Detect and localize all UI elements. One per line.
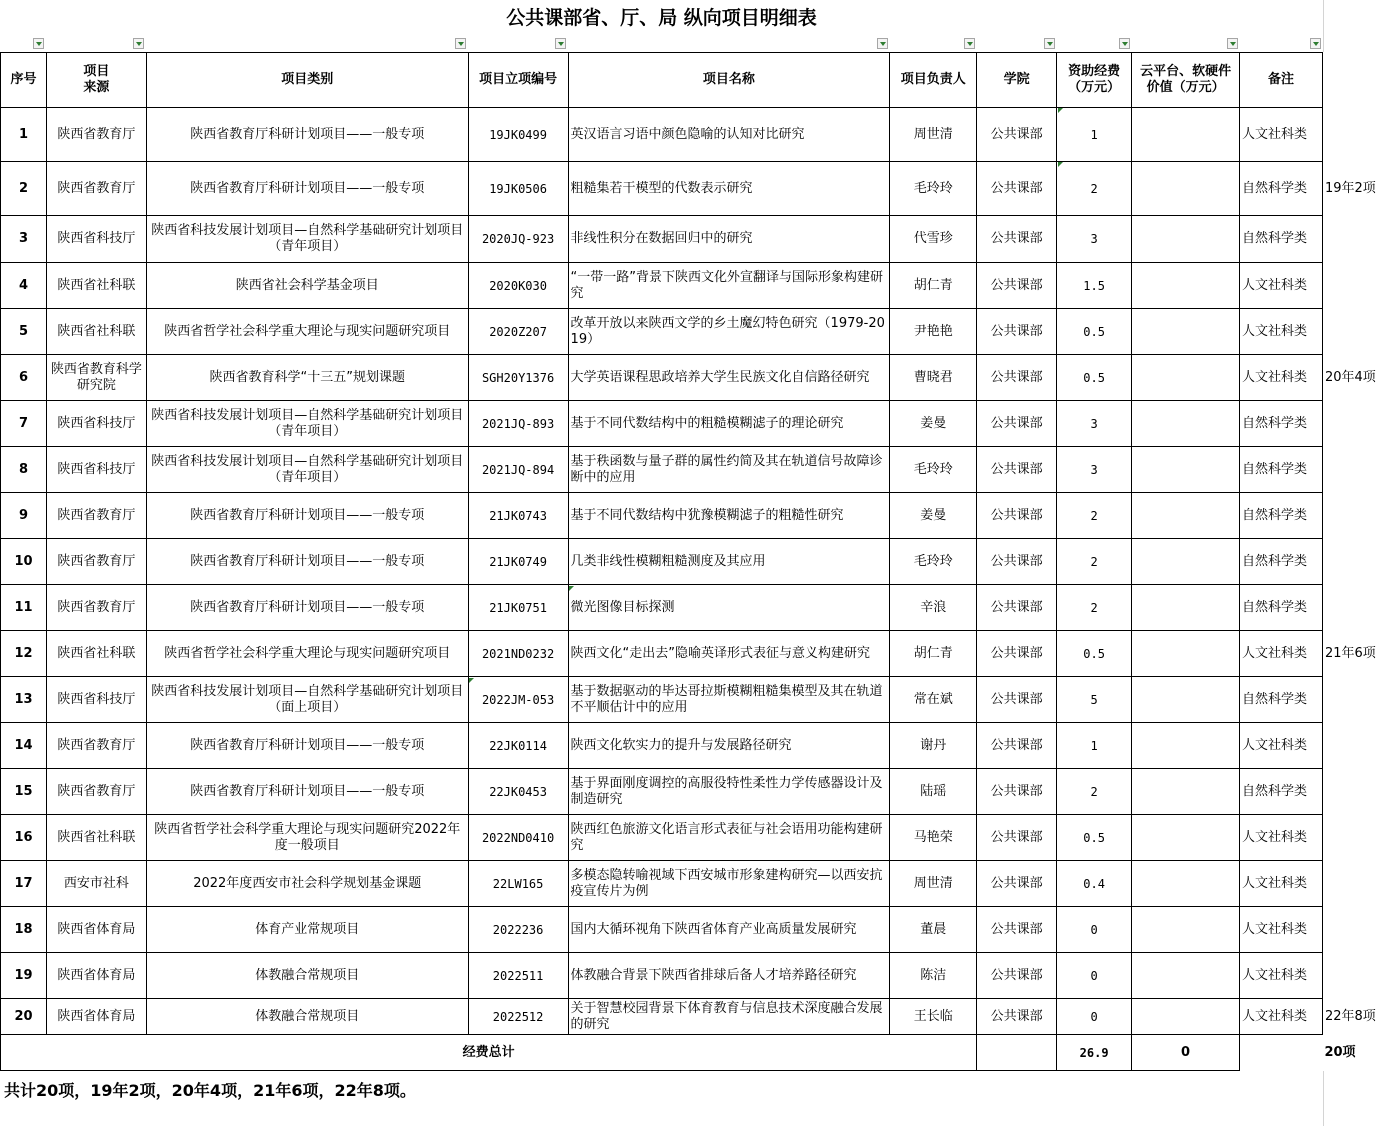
filter-dropdown-icon[interactable] [964, 38, 975, 49]
cell-leader[interactable]: 尹艳艳 [890, 309, 977, 355]
cell-value[interactable] [1132, 162, 1240, 216]
cell-category[interactable]: 陕西省教育厅科研计划项目——一般专项 [146, 585, 468, 631]
cell-fund[interactable]: 0.5 [1057, 815, 1132, 861]
side-note[interactable] [1322, 447, 1395, 493]
cell-category[interactable]: 陕西省哲学社会科学重大理论与现实问题研究项目 [146, 631, 468, 677]
cell-category[interactable]: 陕西省哲学社会科学重大理论与现实问题研究项目 [146, 309, 468, 355]
cell-value[interactable] [1132, 263, 1240, 309]
total-row [1, 1035, 1396, 1071]
cell-code[interactable]: 2022ND0410 [468, 815, 568, 861]
cell-remark[interactable]: 自然科学类 [1240, 769, 1323, 815]
cell-value[interactable] [1132, 216, 1240, 263]
cell-source[interactable]: 陕西省教育厅 [46, 162, 146, 216]
cell-value[interactable] [1132, 999, 1240, 1035]
side-note[interactable] [1322, 677, 1395, 723]
cell-code[interactable]: 2022236 [468, 907, 568, 953]
cell-source[interactable]: 陕西省体育局 [46, 999, 146, 1035]
cell-source[interactable]: 陕西省社科联 [46, 815, 146, 861]
cell-fund[interactable]: 3 [1057, 216, 1132, 263]
cell-category[interactable]: 陕西省哲学社会科学重大理论与现实问题研究2022年度一般项目 [146, 815, 468, 861]
cell-fund[interactable]: 1 [1057, 108, 1132, 162]
cell-name[interactable]: 多模态隐转喻视域下西安城市形象建构研究—以西安抗疫宣传片为例 [568, 861, 890, 907]
side-note-cell[interactable] [1322, 53, 1395, 108]
cell-fund[interactable]: 1 [1057, 723, 1132, 769]
cell-college[interactable]: 公共课部 [977, 631, 1057, 677]
table-row [1, 631, 1396, 677]
table-row [1, 677, 1396, 723]
cell-category[interactable]: 体教融合常规项目 [146, 953, 468, 999]
cell-college[interactable]: 公共课部 [977, 539, 1057, 585]
cell-category[interactable]: 陕西省教育厅科研计划项目——一般专项 [146, 162, 468, 216]
cell-remark[interactable]: 自然科学类 [1240, 677, 1323, 723]
cell-value[interactable] [1132, 861, 1240, 907]
table-row [1, 861, 1396, 907]
cell-source[interactable]: 陕西省科技厅 [46, 216, 146, 263]
header-leader[interactable]: 项目负责人 [890, 53, 977, 108]
cell-category[interactable]: 2022年度西安市社会科学规划基金课题 [146, 861, 468, 907]
cell-no[interactable]: 7 [1, 401, 47, 447]
cell-source[interactable]: 陕西省科技厅 [46, 447, 146, 493]
cell-source[interactable]: 陕西省科技厅 [46, 677, 146, 723]
table-row [1, 309, 1396, 355]
table-row [1, 216, 1396, 263]
cell-category[interactable]: 陕西省教育厅科研计划项目——一般专项 [146, 493, 468, 539]
cell-fund[interactable]: 0.4 [1057, 861, 1132, 907]
header-row [1, 53, 1396, 108]
total-college-cell[interactable] [977, 1035, 1057, 1071]
cell-code[interactable]: 22JK0453 [468, 769, 568, 815]
cell-leader[interactable]: 毛玲玲 [890, 539, 977, 585]
cell-college[interactable]: 公共课部 [977, 216, 1057, 263]
cell-code[interactable]: 19JK0506 [468, 162, 568, 216]
cell-fund[interactable]: 0.5 [1057, 355, 1132, 401]
table-row [1, 355, 1396, 401]
cell-remark[interactable]: 自然科学类 [1240, 493, 1323, 539]
header-value[interactable]: 云平台、软硬件价值（万元） [1132, 53, 1240, 108]
side-note[interactable] [1322, 815, 1395, 861]
side-note[interactable] [1322, 216, 1395, 263]
cell-name[interactable]: 陕西文化软实力的提升与发展路径研究 [568, 723, 890, 769]
cell-name[interactable]: 粗糙集若干模型的代数表示研究 [568, 162, 890, 216]
cell-name[interactable]: 几类非线性模糊粗糙测度及其应用 [568, 539, 890, 585]
cell-no[interactable]: 4 [1, 263, 47, 309]
cell-no[interactable]: 13 [1, 677, 47, 723]
cell-leader[interactable]: 王长临 [890, 999, 977, 1035]
cell-no[interactable]: 8 [1, 447, 47, 493]
header-college[interactable]: 学院 [977, 53, 1057, 108]
cell-remark[interactable]: 人文社科类 [1240, 355, 1323, 401]
cell-remark[interactable]: 自然科学类 [1240, 216, 1323, 263]
cell-leader[interactable]: 陈洁 [890, 953, 977, 999]
cell-category[interactable]: 陕西省教育科学“十三五”规划课题 [146, 355, 468, 401]
cell-fund[interactable]: 2 [1057, 585, 1132, 631]
cell-fund[interactable]: 0 [1057, 953, 1132, 999]
cell-college[interactable]: 公共课部 [977, 907, 1057, 953]
cell-fund[interactable]: 0 [1057, 999, 1132, 1035]
header-name[interactable]: 项目名称 [568, 53, 890, 108]
cell-source[interactable]: 陕西省教育厅 [46, 108, 146, 162]
cell-category[interactable]: 陕西省科技发展计划项目—自然科学基础研究计划项目（青年项目） [146, 401, 468, 447]
cell-remark[interactable]: 人文社科类 [1240, 108, 1323, 162]
table-row [1, 401, 1396, 447]
cell-college[interactable]: 公共课部 [977, 309, 1057, 355]
cell-no[interactable]: 10 [1, 539, 47, 585]
cell-code[interactable]: 2022JM-053 [468, 677, 568, 723]
cell-college[interactable]: 公共课部 [977, 953, 1057, 999]
cell-source[interactable]: 陕西省体育局 [46, 907, 146, 953]
cell-value[interactable] [1132, 585, 1240, 631]
header-remark[interactable]: 备注 [1240, 53, 1323, 108]
cell-no[interactable]: 3 [1, 216, 47, 263]
side-note[interactable] [1322, 401, 1395, 447]
cell-no[interactable]: 20 [1, 999, 47, 1035]
cell-leader[interactable]: 谢丹 [890, 723, 977, 769]
cell-value[interactable] [1132, 631, 1240, 677]
cell-leader[interactable]: 周世清 [890, 861, 977, 907]
cell-category[interactable]: 陕西省教育厅科研计划项目——一般专项 [146, 108, 468, 162]
cell-leader[interactable]: 毛玲玲 [890, 447, 977, 493]
side-note[interactable] [1322, 769, 1395, 815]
cell-no[interactable]: 11 [1, 585, 47, 631]
cell-college[interactable]: 公共课部 [977, 999, 1057, 1035]
table-row [1, 723, 1396, 769]
cell-value[interactable] [1132, 815, 1240, 861]
cell-code[interactable]: 22JK0114 [468, 723, 568, 769]
cell-code[interactable]: 2020Z207 [468, 309, 568, 355]
total-fund[interactable]: 26.9 [1057, 1035, 1132, 1071]
cell-college[interactable]: 公共课部 [977, 108, 1057, 162]
cell-remark[interactable]: 自然科学类 [1240, 401, 1323, 447]
cell-leader[interactable]: 毛玲玲 [890, 162, 977, 216]
cell-no[interactable]: 5 [1, 309, 47, 355]
cell-leader[interactable]: 辛浪 [890, 585, 977, 631]
cell-college[interactable]: 公共课部 [977, 769, 1057, 815]
cell-code[interactable]: SGH20Y1376 [468, 355, 568, 401]
cell-fund[interactable]: 1.5 [1057, 263, 1132, 309]
cell-category[interactable]: 陕西省教育厅科研计划项目——一般专项 [146, 539, 468, 585]
cell-fund[interactable]: 3 [1057, 401, 1132, 447]
cell-code[interactable]: 19JK0499 [468, 108, 568, 162]
cell-source[interactable]: 陕西省教育厅 [46, 769, 146, 815]
cell-college[interactable]: 公共课部 [977, 677, 1057, 723]
side-note[interactable] [1322, 263, 1395, 309]
cell-fund[interactable]: 3 [1057, 447, 1132, 493]
side-note[interactable] [1322, 953, 1395, 999]
cell-name[interactable]: 基于不同代数结构中犹豫模糊滤子的粗糙性研究 [568, 493, 890, 539]
cell-leader[interactable]: 曹晓君 [890, 355, 977, 401]
cell-no[interactable]: 1 [1, 108, 47, 162]
cell-source[interactable]: 陕西省教育厅 [46, 493, 146, 539]
cell-value[interactable] [1132, 447, 1240, 493]
cell-college[interactable]: 公共课部 [977, 815, 1057, 861]
cell-name[interactable]: 国内大循环视角下陕西省体育产业高质量发展研究 [568, 907, 890, 953]
table-row [1, 585, 1396, 631]
side-note[interactable] [1322, 907, 1395, 953]
cell-no[interactable]: 14 [1, 723, 47, 769]
comment-marker-icon [1058, 162, 1063, 167]
cell-category[interactable]: 陕西省社会科学基金项目 [146, 263, 468, 309]
cell-no[interactable]: 19 [1, 953, 47, 999]
cell-fund[interactable]: 5 [1057, 677, 1132, 723]
comment-marker-icon [569, 586, 574, 591]
cell-code[interactable]: 2020K030 [468, 263, 568, 309]
cell-no[interactable]: 17 [1, 861, 47, 907]
cell-value[interactable] [1132, 493, 1240, 539]
cell-remark[interactable]: 人文社科类 [1240, 999, 1323, 1035]
cell-code[interactable]: 21JK0751 [468, 585, 568, 631]
cell-name[interactable]: 英汉语言习语中颜色隐喻的认知对比研究 [568, 108, 890, 162]
table-row [1, 769, 1396, 815]
filter-dropdown-icon[interactable] [877, 38, 888, 49]
filter-dropdown-icon[interactable] [33, 38, 44, 49]
cell-college[interactable]: 公共课部 [977, 723, 1057, 769]
cell-college[interactable]: 公共课部 [977, 355, 1057, 401]
cell-college[interactable]: 公共课部 [977, 585, 1057, 631]
cell-source[interactable]: 陕西省教育厅 [46, 539, 146, 585]
total-value[interactable]: 0 [1132, 1035, 1240, 1071]
cell-name[interactable]: 陕西红色旅游文化语言形式表征与社会语用功能构建研究 [568, 815, 890, 861]
filter-dropdown-icon[interactable] [133, 38, 144, 49]
table-row [1, 953, 1396, 999]
table-row [1, 999, 1396, 1035]
cell-fund[interactable]: 0 [1057, 907, 1132, 953]
cell-college[interactable]: 公共课部 [977, 493, 1057, 539]
side-note[interactable] [1322, 108, 1395, 162]
cell-no[interactable]: 9 [1, 493, 47, 539]
cell-leader[interactable]: 胡仁青 [890, 263, 977, 309]
cell-college[interactable]: 公共课部 [977, 401, 1057, 447]
filter-dropdown-icon[interactable] [1044, 38, 1055, 49]
header-category[interactable]: 项目类别 [146, 53, 468, 108]
cell-value[interactable] [1132, 907, 1240, 953]
cell-no[interactable]: 15 [1, 769, 47, 815]
cell-no[interactable]: 18 [1, 907, 47, 953]
cell-source[interactable]: 陕西省社科联 [46, 263, 146, 309]
cell-college[interactable]: 公共课部 [977, 162, 1057, 216]
total-side-note[interactable]: 20项 [1322, 1035, 1395, 1071]
filter-dropdown-icon[interactable] [1119, 38, 1130, 49]
total-remark-cell[interactable] [1240, 1035, 1323, 1071]
filter-dropdown-icon[interactable] [1310, 38, 1321, 49]
cell-category[interactable]: 陕西省教育厅科研计划项目——一般专项 [146, 769, 468, 815]
filter-dropdown-icon[interactable] [455, 38, 466, 49]
cell-college[interactable]: 公共课部 [977, 263, 1057, 309]
filter-dropdown-icon[interactable] [1227, 38, 1238, 49]
cell-no[interactable]: 12 [1, 631, 47, 677]
cell-fund[interactable]: 2 [1057, 493, 1132, 539]
cell-value[interactable] [1132, 769, 1240, 815]
side-note[interactable] [1322, 585, 1395, 631]
side-note[interactable]: 20年4项 [1322, 355, 1395, 401]
header-no[interactable]: 序号 [1, 53, 47, 108]
cell-category[interactable]: 陕西省科技发展计划项目—自然科学基础研究计划项目（青年项目） [146, 447, 468, 493]
table-row [1, 162, 1396, 216]
cell-source[interactable]: 陕西省体育局 [46, 953, 146, 999]
cell-remark[interactable]: 自然科学类 [1240, 585, 1323, 631]
cell-name[interactable]: “一带一路”背景下陕西文化外宣翻译与国际形象构建研究 [568, 263, 890, 309]
cell-remark[interactable]: 人文社科类 [1240, 309, 1323, 355]
cell-value[interactable] [1132, 953, 1240, 999]
cell-code[interactable]: 2021JQ-894 [468, 447, 568, 493]
cell-remark[interactable]: 人文社科类 [1240, 907, 1323, 953]
cell-source[interactable]: 陕西省教育厅 [46, 585, 146, 631]
cell-code[interactable]: 2022512 [468, 999, 568, 1035]
table-row [1, 263, 1396, 309]
cell-category[interactable]: 陕西省科技发展计划项目—自然科学基础研究计划项目（面上项目） [146, 677, 468, 723]
cell-code[interactable]: 22LW165 [468, 861, 568, 907]
cell-name[interactable]: 关于智慧校园背景下体育教育与信息技术深度融合发展的研究 [568, 999, 890, 1035]
cell-college[interactable]: 公共课部 [977, 447, 1057, 493]
cell-code[interactable]: 21JK0749 [468, 539, 568, 585]
cell-leader[interactable]: 常在斌 [890, 677, 977, 723]
cell-name[interactable]: 改革开放以来陕西文学的乡土魔幻特色研究（1979-2019） [568, 309, 890, 355]
header-source[interactable]: 项目 来源 [46, 53, 146, 108]
cell-remark[interactable]: 人文社科类 [1240, 861, 1323, 907]
cell-value[interactable] [1132, 355, 1240, 401]
cell-source[interactable]: 陕西省社科联 [46, 631, 146, 677]
table-row [1, 493, 1396, 539]
cell-leader[interactable]: 陆瑶 [890, 769, 977, 815]
cell-value[interactable] [1132, 401, 1240, 447]
cell-value[interactable] [1132, 677, 1240, 723]
cell-name[interactable]: 基于数据驱动的毕达哥拉斯模糊粗糙集模型及其在轨道不平顺估计中的应用 [568, 677, 890, 723]
cell-leader[interactable]: 姜曼 [890, 401, 977, 447]
cell-code[interactable]: 2020JQ-923 [468, 216, 568, 263]
cell-name[interactable]: 基于秩函数与量子群的属性约简及其在轨道信号故障诊断中的应用 [568, 447, 890, 493]
cell-fund[interactable]: 0.5 [1057, 631, 1132, 677]
cell-no[interactable]: 6 [1, 355, 47, 401]
filter-row [0, 36, 1323, 52]
cell-value[interactable] [1132, 539, 1240, 585]
cell-category[interactable]: 陕西省教育厅科研计划项目——一般专项 [146, 723, 468, 769]
cell-fund[interactable]: 2 [1057, 539, 1132, 585]
comment-marker-icon [469, 678, 474, 683]
cell-name[interactable]: 陕西文化“走出去”隐喻英译形式表征与意义构建研究 [568, 631, 890, 677]
cell-remark[interactable]: 自然科学类 [1240, 162, 1323, 216]
cell-leader[interactable]: 马艳荣 [890, 815, 977, 861]
cell-remark[interactable]: 自然科学类 [1240, 447, 1323, 493]
cell-code[interactable]: 21JK0743 [468, 493, 568, 539]
cell-source[interactable]: 陕西省教育科学研究院 [46, 355, 146, 401]
table-row [1, 815, 1396, 861]
cell-fund[interactable]: 0.5 [1057, 309, 1132, 355]
side-note[interactable] [1322, 309, 1395, 355]
cell-leader[interactable]: 胡仁青 [890, 631, 977, 677]
cell-name[interactable]: 大学英语课程思政培养大学生民族文化自信路径研究 [568, 355, 890, 401]
cell-value[interactable] [1132, 309, 1240, 355]
summary-text: 共计20项，19年2项，20年4项，21年6项，22年8项。 [4, 1081, 416, 1100]
sheet-title: 公共课部省、厅、局 纵向项目明细表 [0, 0, 1323, 36]
cell-name[interactable]: 基于不同代数结构中的粗糙模糊滤子的理论研究 [568, 401, 890, 447]
cell-remark[interactable]: 人文社科类 [1240, 953, 1323, 999]
side-note[interactable] [1322, 861, 1395, 907]
filter-dropdown-icon[interactable] [555, 38, 566, 49]
cell-remark[interactable]: 人文社科类 [1240, 723, 1323, 769]
cell-college[interactable]: 公共课部 [977, 861, 1057, 907]
side-note[interactable] [1322, 723, 1395, 769]
cell-code[interactable]: 2021JQ-893 [468, 401, 568, 447]
cell-value[interactable] [1132, 108, 1240, 162]
side-note[interactable] [1322, 493, 1395, 539]
header-code[interactable]: 项目立项编号 [468, 53, 568, 108]
cell-leader[interactable]: 代雪珍 [890, 216, 977, 263]
table-row [1, 108, 1396, 162]
cell-remark[interactable]: 人文社科类 [1240, 815, 1323, 861]
cell-leader[interactable]: 周世清 [890, 108, 977, 162]
cell-no[interactable]: 2 [1, 162, 47, 216]
side-note[interactable]: 19年2项 [1322, 162, 1395, 216]
cell-leader[interactable]: 董晨 [890, 907, 977, 953]
side-note[interactable] [1322, 539, 1395, 585]
table-row [1, 907, 1396, 953]
table-row [1, 447, 1396, 493]
cell-code[interactable]: 2022511 [468, 953, 568, 999]
table-row [1, 539, 1396, 585]
cell-code[interactable]: 2021ND0232 [468, 631, 568, 677]
cell-category[interactable]: 体育产业常规项目 [146, 907, 468, 953]
project-table [0, 52, 1396, 1071]
cell-source[interactable]: 陕西省教育厅 [46, 723, 146, 769]
cell-source[interactable]: 西安市社科 [46, 861, 146, 907]
cell-no[interactable]: 16 [1, 815, 47, 861]
side-note[interactable]: 22年8项 [1322, 999, 1395, 1035]
total-label[interactable]: 经费总计 [1, 1035, 977, 1071]
cell-fund[interactable]: 2 [1057, 769, 1132, 815]
cell-remark[interactable]: 人文社科类 [1240, 631, 1323, 677]
cell-name[interactable]: 微光图像目标探测 [568, 585, 890, 631]
comment-marker-icon [1058, 108, 1063, 113]
cell-name[interactable]: 基于界面刚度调控的高服役特性柔性力学传感器设计及制造研究 [568, 769, 890, 815]
side-note[interactable]: 21年6项 [1322, 631, 1395, 677]
cell-leader[interactable]: 姜曼 [890, 493, 977, 539]
cell-source[interactable]: 陕西省社科联 [46, 309, 146, 355]
cell-source[interactable]: 陕西省科技厅 [46, 401, 146, 447]
cell-remark[interactable]: 自然科学类 [1240, 539, 1323, 585]
header-fund[interactable]: 资助经费（万元） [1057, 53, 1132, 108]
cell-remark[interactable]: 人文社科类 [1240, 263, 1323, 309]
cell-name[interactable]: 体教融合背景下陕西省排球后备人才培养路径研究 [568, 953, 890, 999]
cell-name[interactable]: 非线性积分在数据回归中的研究 [568, 216, 890, 263]
cell-category[interactable]: 陕西省科技发展计划项目—自然科学基础研究计划项目（青年项目） [146, 216, 468, 263]
cell-category[interactable]: 体教融合常规项目 [146, 999, 468, 1035]
cell-value[interactable] [1132, 723, 1240, 769]
cell-fund[interactable]: 2 [1057, 162, 1132, 216]
